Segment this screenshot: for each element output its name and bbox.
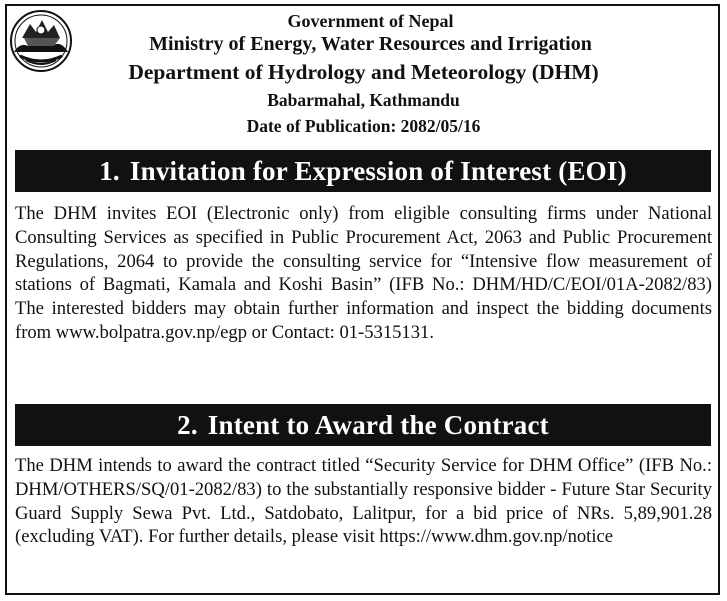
ministry-title: Ministry of Energy, Water Resources and Irrigation [149, 33, 592, 55]
section-number: 1. [99, 155, 120, 186]
section-title: Invitation for Expression of Interest (EOI) [129, 155, 627, 186]
department-title: Department of Hydrology and Meteorology (DHM) [128, 60, 599, 84]
section-heading-eoi [15, 150, 711, 192]
address-line: Babarmahal, Kathmandu [267, 90, 460, 110]
section-body-eoi: The DHM invites EOI (Electronic only) from eligible consulting firms under National Consulting Services as specified in Public Procurement Act, 2063 and Public Procurement Regulations, 2064 to provide the consulting service for “Intensive flow measurement of stations of Bagmati, Kamala and Koshi Basin” (IFB No.: DHM/HD/C/EOI/01A-2082/83) The interested bidders may obtain further information and inspect the bidding documents from www.bolpatra.gov.np/egp or Contact: 01-5315131. [15, 203, 712, 343]
publication-date: Date of Publication: 2082/05/16 [246, 116, 481, 136]
section-title: Intent to Award the Contract [207, 409, 549, 440]
government-title: Government of Nepal [287, 11, 454, 31]
notice-header [0, 10, 727, 139]
section-body-intent-to-award: The DHM intends to award the contract titled “Security Service for DHM Office” (IFB No.: DHM/OTHERS/SQ/01-2082/83) to the substantially responsive bidder - Future Star Security Guard Supply Sewa Pvt. Ltd., Satdobato, Lalitpur, for a bid price of NRs. 5,89,901.28 (excluding VAT). For further details, please visit https://www.dhm.gov.np/notice [15, 455, 712, 548]
section-number: 2. [177, 409, 198, 440]
section-heading-intent-to-award [15, 404, 711, 446]
